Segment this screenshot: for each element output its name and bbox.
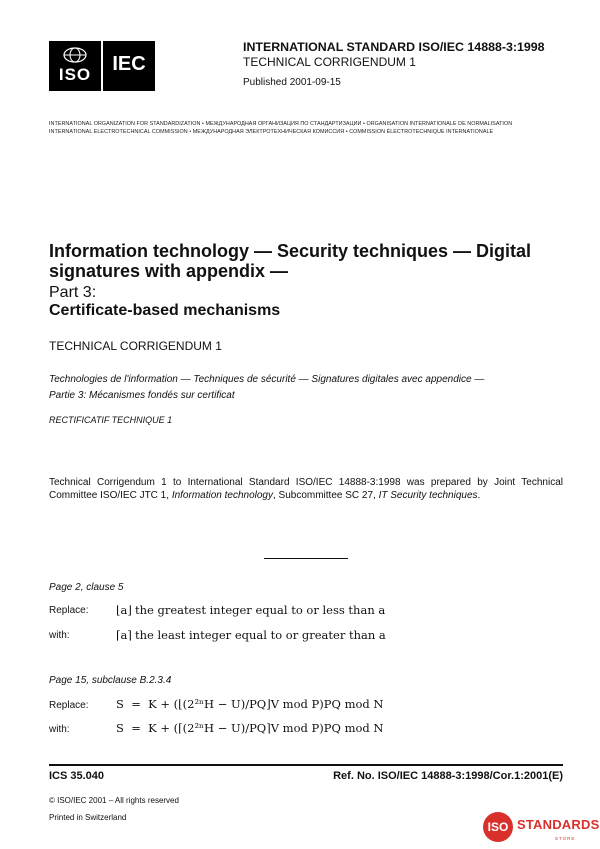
with-symbol: ⌈a⌉ bbox=[116, 628, 132, 642]
technical-corrigendum: TECHNICAL CORRIGENDUM 1 bbox=[49, 339, 222, 353]
replace-text: the greatest integer equal to or less than a bbox=[135, 603, 386, 617]
stamp-badge: ISO bbox=[483, 812, 513, 842]
footer-rule bbox=[49, 764, 563, 766]
with-text: the least integer equal to or greater than a bbox=[135, 628, 386, 642]
reference-number: Ref. No. ISO/IEC 14888-3:1998/Cor.1:2001(E) bbox=[333, 770, 563, 782]
intro-text: . bbox=[477, 490, 481, 501]
copyright: © ISO/IEC 2001 – All rights reserved bbox=[49, 796, 179, 805]
ics-code: ICS 35.040 bbox=[49, 770, 105, 782]
printed-in: Printed in Switzerland bbox=[49, 813, 127, 822]
org-line-2: INTERNATIONAL ELECTROTECHNICAL COMMISSION • МЕЖДУНАРОДНАЯ ЭЛЕКТРОТЕХНИЧЕСКАЯ КОМИССИЯ • COMMISSION ÉLECTROTECHNIQUE INTERNATIONALE bbox=[49, 129, 494, 135]
with-label: with: bbox=[49, 630, 70, 641]
french-corrigendum: RECTIFICATIF TECHNIQUE 1 bbox=[49, 415, 173, 425]
published-date: Published 2001-09-15 bbox=[243, 77, 341, 88]
divider bbox=[264, 558, 348, 559]
intro-italic: Information technology bbox=[171, 490, 273, 501]
intro-text: , Subcommittee SC 27, bbox=[272, 490, 379, 501]
globe-icon bbox=[63, 47, 87, 63]
part-title: Certificate-based mechanisms bbox=[49, 302, 281, 319]
iec-logo-text: IEC bbox=[112, 53, 146, 75]
store-watermark bbox=[483, 812, 598, 848]
intro-italic: IT Security techniques bbox=[378, 490, 478, 501]
correction-location: Page 15, subclause B.2.3.4 bbox=[49, 675, 172, 686]
with-label: with: bbox=[49, 724, 70, 735]
intro-text: Technical Corrigendum 1 to International Standard ISO/IEC 14888-3:1998 was prepared by Joint Technical Committee ISO/IEC JTC 1, bbox=[49, 477, 563, 501]
org-line-1: INTERNATIONAL ORGANIZATION FOR STANDARDIZATION • МЕЖДУНАРОДНАЯ ОРГАНИЗАЦИЯ ПО СТАНДАРТИЗАЦИИ • ORGANISATION INTERNATIONALE DE NORMALISATION bbox=[49, 121, 513, 127]
replace-label: Replace: bbox=[49, 700, 89, 711]
stamp-text: STANDARDS bbox=[517, 817, 600, 832]
iso-logo-text: ISO bbox=[58, 65, 92, 84]
french-title-line-2: Partie 3: Mécanismes fondés sur certificat bbox=[49, 390, 235, 401]
standard-title: INTERNATIONAL STANDARD ISO/IEC 14888-3:1998 bbox=[243, 40, 545, 54]
french-title-line-1: Technologies de l'information — Techniques de sécurité — Signatures digitales avec appendice — bbox=[49, 374, 485, 385]
replace-formula: S = K + (⌊(2²ⁿH − U)/PQ⌋V mod P)PQ mod N bbox=[116, 697, 384, 711]
iso-logo bbox=[49, 41, 101, 91]
stamp-sub: STORE bbox=[555, 836, 576, 841]
corrigendum-label: TECHNICAL CORRIGENDUM 1 bbox=[243, 55, 416, 69]
correction-location: Page 2, clause 5 bbox=[49, 582, 124, 593]
replace-symbol: ⌊a⌋ bbox=[116, 603, 132, 617]
document-title: Information technology — Security techniques — Digital signatures with appendix — bbox=[49, 241, 532, 281]
part-number: Part 3: bbox=[49, 284, 97, 301]
with-formula: S = K + (⌈(2²ⁿH − U)/PQ⌉V mod P)PQ mod N bbox=[116, 721, 384, 735]
replace-label: Replace: bbox=[49, 605, 89, 616]
intro-paragraph bbox=[49, 476, 563, 502]
iec-logo bbox=[103, 41, 155, 91]
